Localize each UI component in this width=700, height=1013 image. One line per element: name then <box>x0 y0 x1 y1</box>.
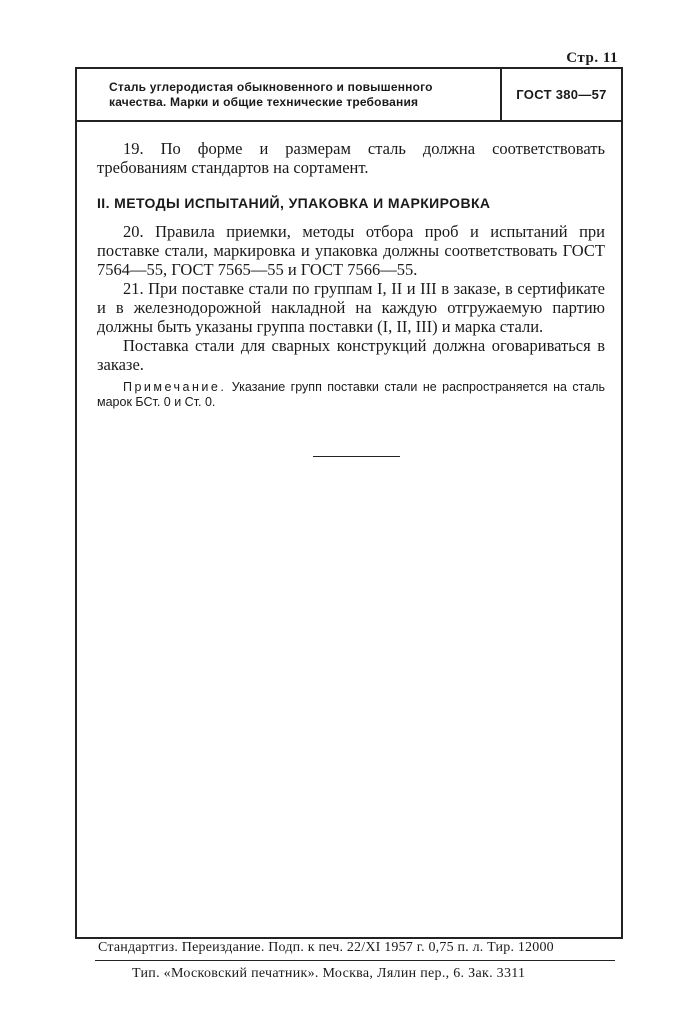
header-title-line2: качества. Марки и общие технические требования <box>109 95 419 109</box>
paragraph-21: 21. При поставке стали по группам I, II и III в заказе, в сертификате и в железнодорожной накладной на каждую отгружаемую партию должны быть указаны группа поставки (I, II, III) и марка стали. <box>97 279 605 336</box>
note-text: Указание групп поставки стали не распространяется на сталь марок БСт. 0 и Ст. 0. <box>97 380 605 409</box>
paragraph-20: 20. Правила приемки, методы отбора проб и испытаний при поставке стали, маркировка и упаковка должны соответствовать ГОСТ 7564—55, ГОСТ 7565—55 и ГОСТ 7566—55. <box>97 222 605 279</box>
footer-rule-bottom <box>95 960 615 961</box>
paragraph-welded-structures: Поставка стали для сварных конструкций должна оговариваться в заказе. <box>97 336 605 374</box>
note-label: Примечание. <box>123 380 227 394</box>
page-frame <box>75 67 623 937</box>
footer-rule-top <box>75 937 623 939</box>
imprint-line-1: Стандартгиз. Переиздание. Подп. к печ. 22/XI 1957 г. 0,75 п. л. Тир. 12000 <box>98 940 554 955</box>
section-heading: II. МЕТОДЫ ИСПЫТАНИЙ, УПАКОВКА И МАРКИРОВКА <box>97 195 491 211</box>
document-body <box>97 139 605 410</box>
header-title-line1: Сталь углеродистая обыкновенного и повышенного <box>109 80 433 94</box>
note <box>97 380 605 410</box>
section-divider <box>313 456 400 457</box>
document-header <box>77 69 621 122</box>
page-number: Стр. 11 <box>566 50 618 66</box>
imprint-line-2: Тип. «Московский печатник». Москва, Лялин пер., 6. Зак. 3311 <box>132 966 526 981</box>
header-title <box>77 69 502 120</box>
standard-code: ГОСТ 380—57 <box>516 87 607 102</box>
paragraph-19: 19. По форме и размерам сталь должна соответствовать требованиям стандартов на сортамент. <box>97 139 605 177</box>
